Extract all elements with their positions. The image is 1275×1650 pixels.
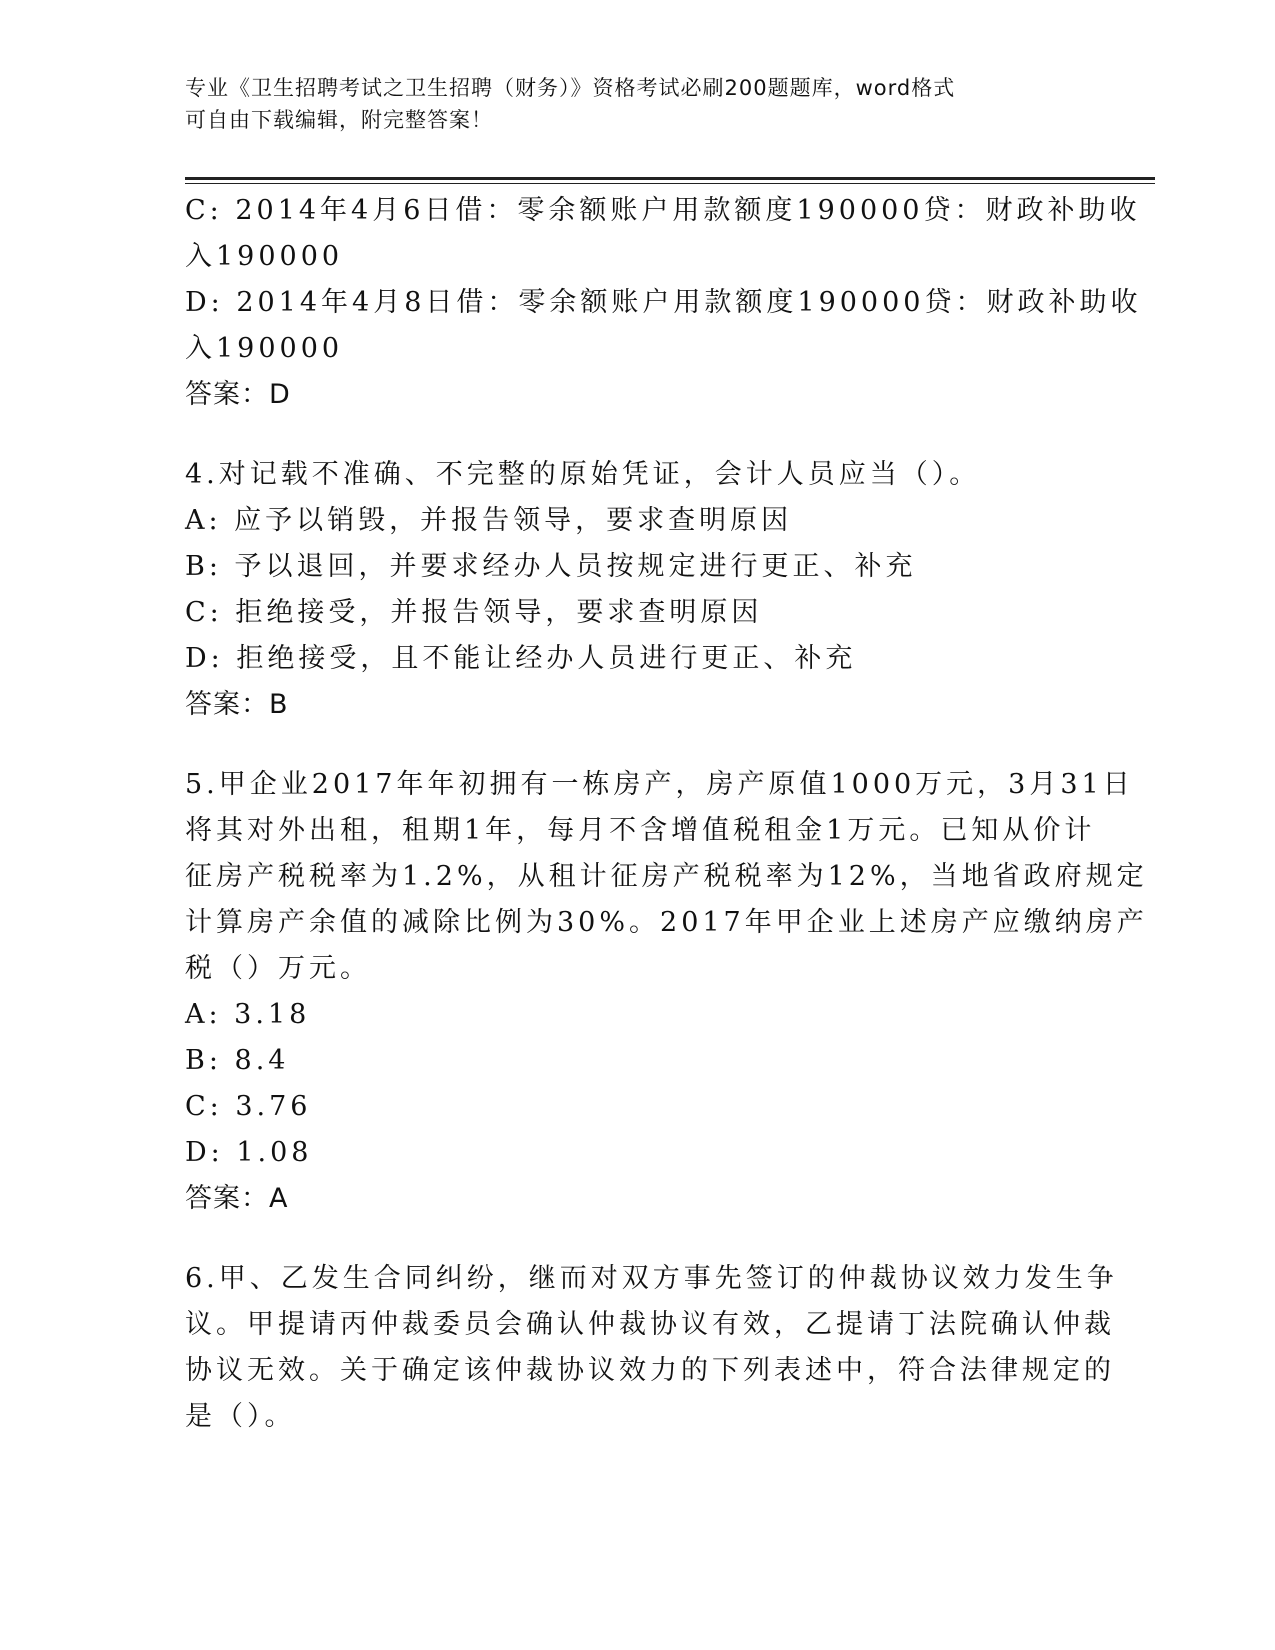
- question-stem-line-4: 计算房产余值的减除比例为30%。2017年甲企业上述房产应缴纳房产: [185, 907, 1148, 938]
- spacer: [185, 418, 1065, 452]
- question-stem-line-2: 议。甲提请丙仲裁委员会确认仲裁协议有效，乙提请丁法院确认仲裁: [185, 1309, 1115, 1340]
- option-b: B: 8.4: [185, 1045, 290, 1076]
- question-stem-line-1: 5.甲企业2017年年初拥有一栋房产，房产原值1000万元，3月31日: [185, 769, 1134, 800]
- option-b: B: 予以退回，并要求经办人员按规定进行更正、补充: [185, 551, 917, 582]
- header-rule-thin: [185, 183, 1155, 184]
- option-c: C: 3.76: [185, 1091, 312, 1122]
- question-stem-line-3: 协议无效。关于确定该仲裁协议效力的下列表述中，符合法律规定的: [185, 1355, 1115, 1386]
- question-6: [185, 1256, 1118, 1440]
- answer: 答案：B: [185, 689, 289, 720]
- option-d: D: 1.08: [185, 1137, 313, 1168]
- header-rule-thick: [185, 177, 1155, 180]
- document-header: [185, 72, 1065, 136]
- option-d-continued: 入190000: [185, 333, 344, 364]
- question-5: [185, 762, 1148, 1222]
- spacer: [185, 728, 1065, 762]
- spacer: [185, 1222, 1065, 1256]
- option-c: C: 拒绝接受，并报告领导，要求查明原因: [185, 597, 763, 628]
- option-a: A: 3.18: [185, 999, 311, 1030]
- question-stem: 4.对记载不准确、不完整的原始凭证，会计人员应当（）。: [185, 459, 981, 490]
- header-line-2: 可自由下载编辑，附完整答案！: [185, 108, 493, 132]
- option-d: D: 拒绝接受，且不能让经办人员进行更正、补充: [185, 643, 857, 674]
- header-line-1: 专业《卫生招聘考试之卫生招聘（财务）》资格考试必刷200题题库，word格式: [185, 76, 956, 100]
- option-d: D: 2014年4月8日借：零余额账户用款额度190000贷：财政补助收: [185, 287, 1142, 318]
- question-stem-line-5: 税（）万元。: [185, 953, 371, 984]
- question-stem-line-3: 征房产税税率为1.2%，从租计征房产税税率为12%，当地省政府规定: [185, 861, 1148, 892]
- document-body: [185, 188, 1148, 1440]
- option-c-continued: 入190000: [185, 241, 344, 272]
- question-stem-line-4: 是（）。: [185, 1401, 296, 1432]
- question-stem-line-2: 将其对外出租，租期1年，每月不含增值税租金1万元。已知从价计: [185, 815, 1096, 846]
- question-4: [185, 452, 1065, 728]
- answer: 答案：A: [185, 1183, 289, 1214]
- question-stem-line-1: 6.甲、乙发生合同纠纷，继而对双方事先签订的仲裁协议效力发生争: [185, 1263, 1118, 1294]
- answer: 答案：D: [185, 379, 291, 410]
- option-c: C: 2014年4月6日借：零余额账户用款额度190000贷：财政补助收: [185, 195, 1141, 226]
- question-3-remainder: [185, 188, 1142, 418]
- option-a: A: 应予以销毁，并报告领导，要求查明原因: [185, 505, 793, 536]
